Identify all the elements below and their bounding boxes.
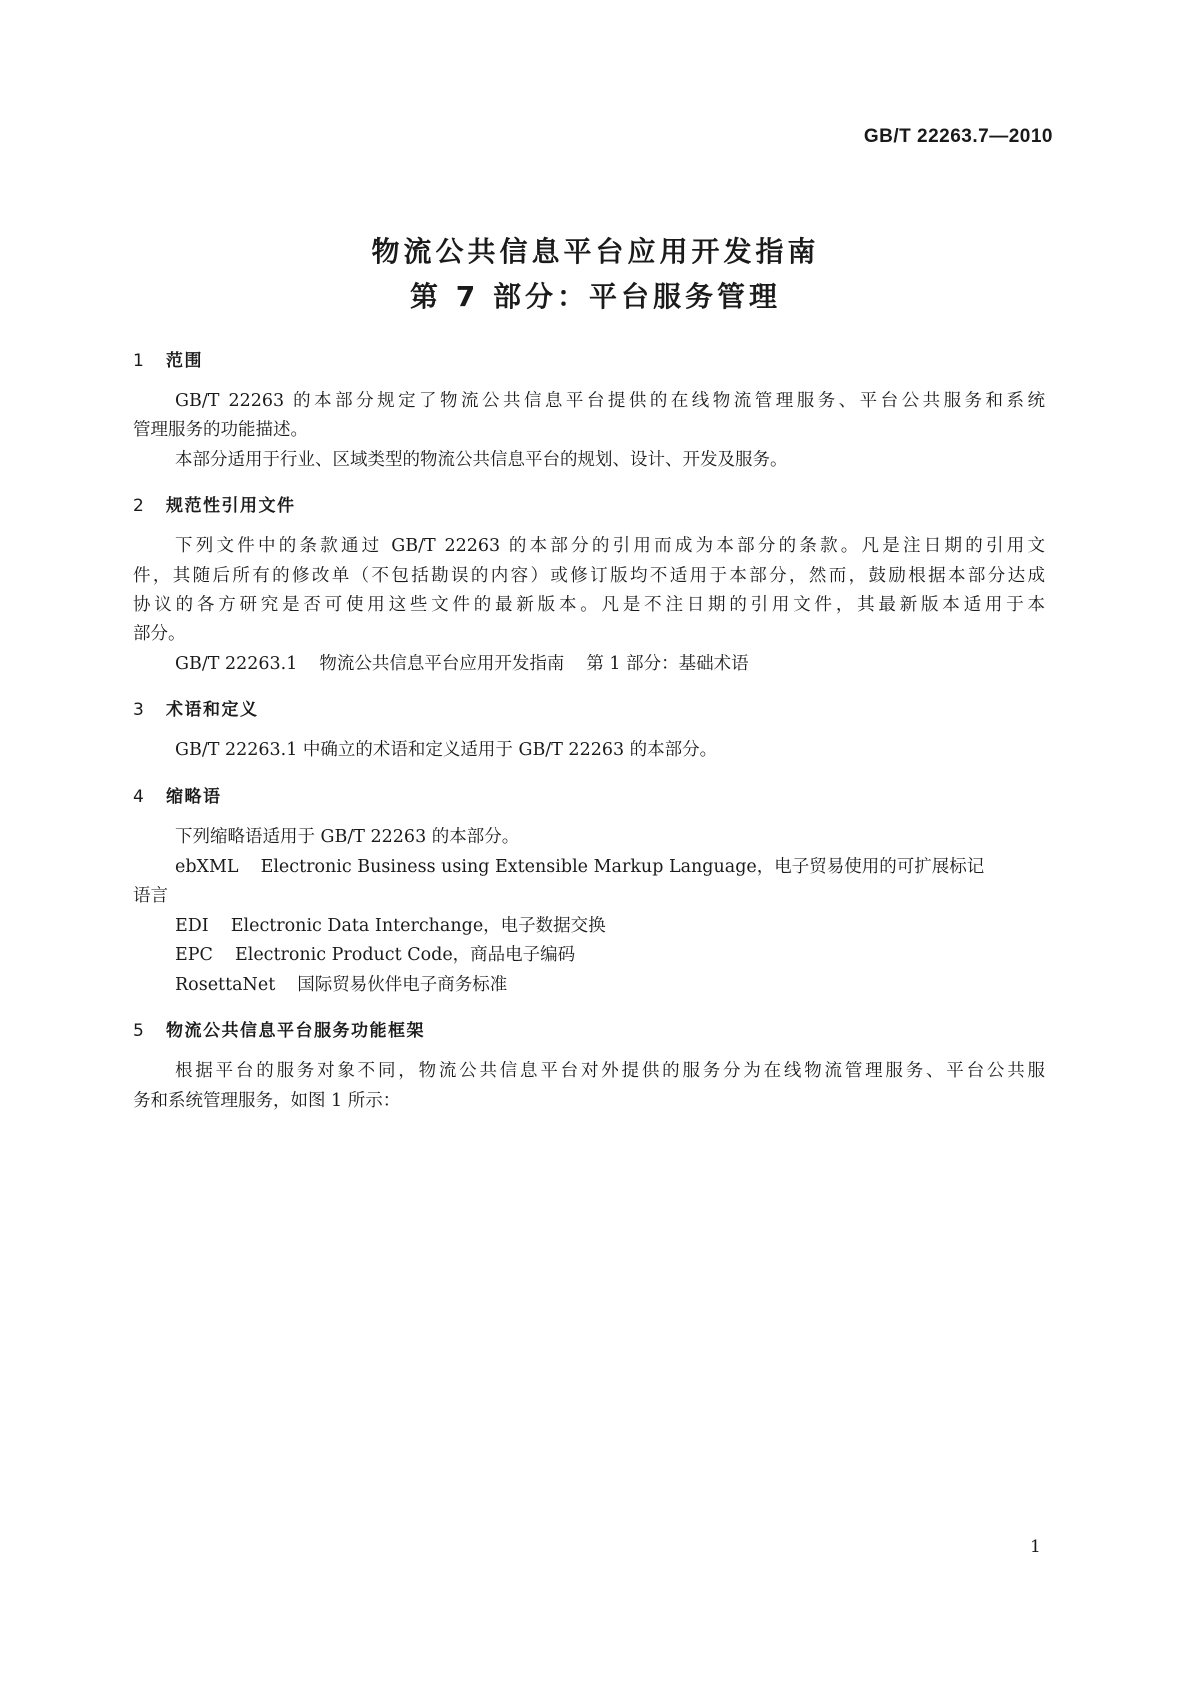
abbreviation-term: EPC — [175, 945, 213, 965]
section-4-heading — [133, 782, 222, 807]
section-number: 3 — [133, 700, 146, 720]
reference-code: GB/T 22263.1 — [175, 654, 298, 674]
section-number: 2 — [133, 496, 146, 516]
paragraph-line: 本部分适用于行业、区域类型的物流公共信息平台的规划、设计、开发及服务。 — [175, 450, 788, 470]
section-2-heading — [133, 491, 296, 516]
page-number: 1 — [1030, 1537, 1041, 1557]
document-title: 物流公共信息平台应用开发指南 — [371, 235, 820, 268]
paragraph-line: GB/T 22263 的本部分规定了物流公共信息平台提供的在线物流管理服务、平台公共服务和系统 — [175, 391, 1045, 411]
abbreviation-term: ebXML — [175, 857, 239, 877]
abbreviation-term: EDI — [175, 916, 209, 936]
section-title: 缩略语 — [166, 787, 222, 807]
paragraph-line: 管理服务的功能描述。 — [133, 420, 308, 440]
standard-code: GB/T 22263.7—2010 — [863, 126, 1053, 147]
section-number: 5 — [133, 1021, 146, 1041]
abbreviation-entry — [175, 853, 1045, 878]
paragraph-line: 件，其随后所有的修改单（不包括勘误的内容）或修订版均不适用于本部分，然而，鼓励根据本部分达成 — [133, 566, 1045, 586]
normative-reference — [175, 650, 749, 675]
abbreviation-definition: 国际贸易伙伴电子商务标准 — [297, 975, 508, 995]
paragraph-line: 根据平台的服务对象不同，物流公共信息平台对外提供的服务分为在线物流管理服务、平台公共服 — [175, 1061, 1045, 1081]
abbreviation-entry — [175, 941, 575, 966]
paragraph-line: 协议的各方研究是否可使用这些文件的最新版本。凡是不注日期的引用文件，其最新版本适用于本 — [133, 595, 1045, 615]
abbreviation-term: RosettaNet — [175, 975, 276, 995]
section-title: 规范性引用文件 — [166, 496, 296, 516]
abbreviation-entry — [175, 971, 507, 996]
section-title: 术语和定义 — [166, 700, 259, 720]
document-subtitle: 第 7 部分：平台服务管理 — [410, 280, 781, 313]
paragraph-line: 务和系统管理服务，如图 1 所示： — [133, 1091, 401, 1111]
paragraph-line: 部分。 — [133, 624, 186, 644]
section-title: 范围 — [166, 351, 203, 371]
section-number: 4 — [133, 787, 146, 807]
abbreviation-entry — [175, 912, 606, 937]
paragraph-line: 下列缩略语适用于 GB/T 22263 的本部分。 — [175, 827, 520, 847]
reference-part: 第 1 部分：基础术语 — [586, 654, 749, 674]
section-number: 1 — [133, 351, 146, 371]
section-1-heading — [133, 346, 203, 371]
section-3-heading — [133, 695, 259, 720]
paragraph-line: GB/T 22263.1 中确立的术语和定义适用于 GB/T 22263 的本部分。 — [175, 740, 718, 760]
paragraph-line: 下列文件中的条款通过 GB/T 22263 的本部分的引用而成为本部分的条款。凡是注日期的引用文 — [175, 536, 1045, 556]
abbreviation-definition: Electronic Data Interchange，电子数据交换 — [230, 916, 606, 936]
section-5-heading — [133, 1016, 425, 1041]
abbreviation-definition: Electronic Product Code，商品电子编码 — [234, 945, 576, 965]
section-title: 物流公共信息平台服务功能框架 — [166, 1021, 425, 1041]
abbreviation-continuation: 语言 — [133, 886, 168, 906]
abbreviation-definition: Electronic Business using Extensible Markup Language，电子贸易使用的可扩展标记 — [260, 857, 985, 877]
reference-title: 物流公共信息平台应用开发指南 — [319, 654, 565, 674]
